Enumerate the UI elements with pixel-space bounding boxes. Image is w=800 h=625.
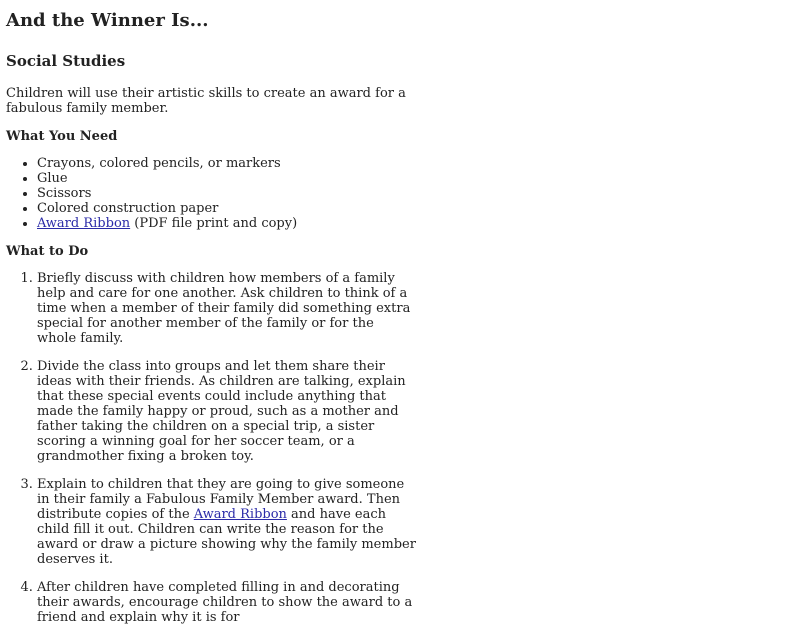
what-to-do-heading: What to Do bbox=[6, 244, 89, 259]
award-ribbon-link[interactable]: Award Ribbon bbox=[37, 216, 131, 231]
supply-item-award-ribbon bbox=[37, 216, 426, 231]
intro-paragraph: Children will use their artistic skills to create an award for a fabulous family member. bbox=[6, 86, 406, 116]
award-ribbon-inline-link[interactable]: Award Ribbon bbox=[193, 507, 287, 522]
award-ribbon-note: (PDF file print and copy) bbox=[130, 216, 298, 231]
subject-heading: Social Studies bbox=[6, 52, 126, 70]
steps-list bbox=[6, 271, 417, 625]
step-item: 2. Divide the class into groups and let them share their ideas with their friends. As children are talking, explain that these special events could include anything that made the family happy or proud, such as a mother and father taking the children on a special trip, a sister scoring a winning goal for her soccer team, or a grandmother fixing a broken toy. bbox=[37, 359, 417, 464]
step-item: 4. After children have completed filling in and decorating their awards, encourage children to show the award to a friend and explain why it is for bbox=[37, 580, 417, 625]
supply-item: • Colored construction paper bbox=[37, 201, 426, 216]
what-you-need-heading: What You Need bbox=[6, 129, 118, 144]
supplies-list bbox=[6, 156, 426, 231]
supply-item: • Scissors bbox=[37, 186, 426, 201]
step-text: Explain to children that they are going to give someone in their family a Fabulous Family Member award. Then distribute copies of the bbox=[37, 477, 405, 522]
page-title: And the Winner Is... bbox=[6, 10, 209, 31]
supply-item: • Glue bbox=[37, 171, 426, 186]
step-item bbox=[37, 477, 417, 567]
supply-item: • Crayons, colored pencils, or markers bbox=[37, 156, 426, 171]
step-item: 1. Briefly discuss with children how members of a family help and care for one another. Ask children to think of a time when a member of their family did something extra special for another member of the family or for the whole family. bbox=[37, 271, 417, 346]
step-text: and have each child fill it out. Children can write the reason for the award or draw a picture showing why the family member deserves it. bbox=[37, 507, 416, 567]
